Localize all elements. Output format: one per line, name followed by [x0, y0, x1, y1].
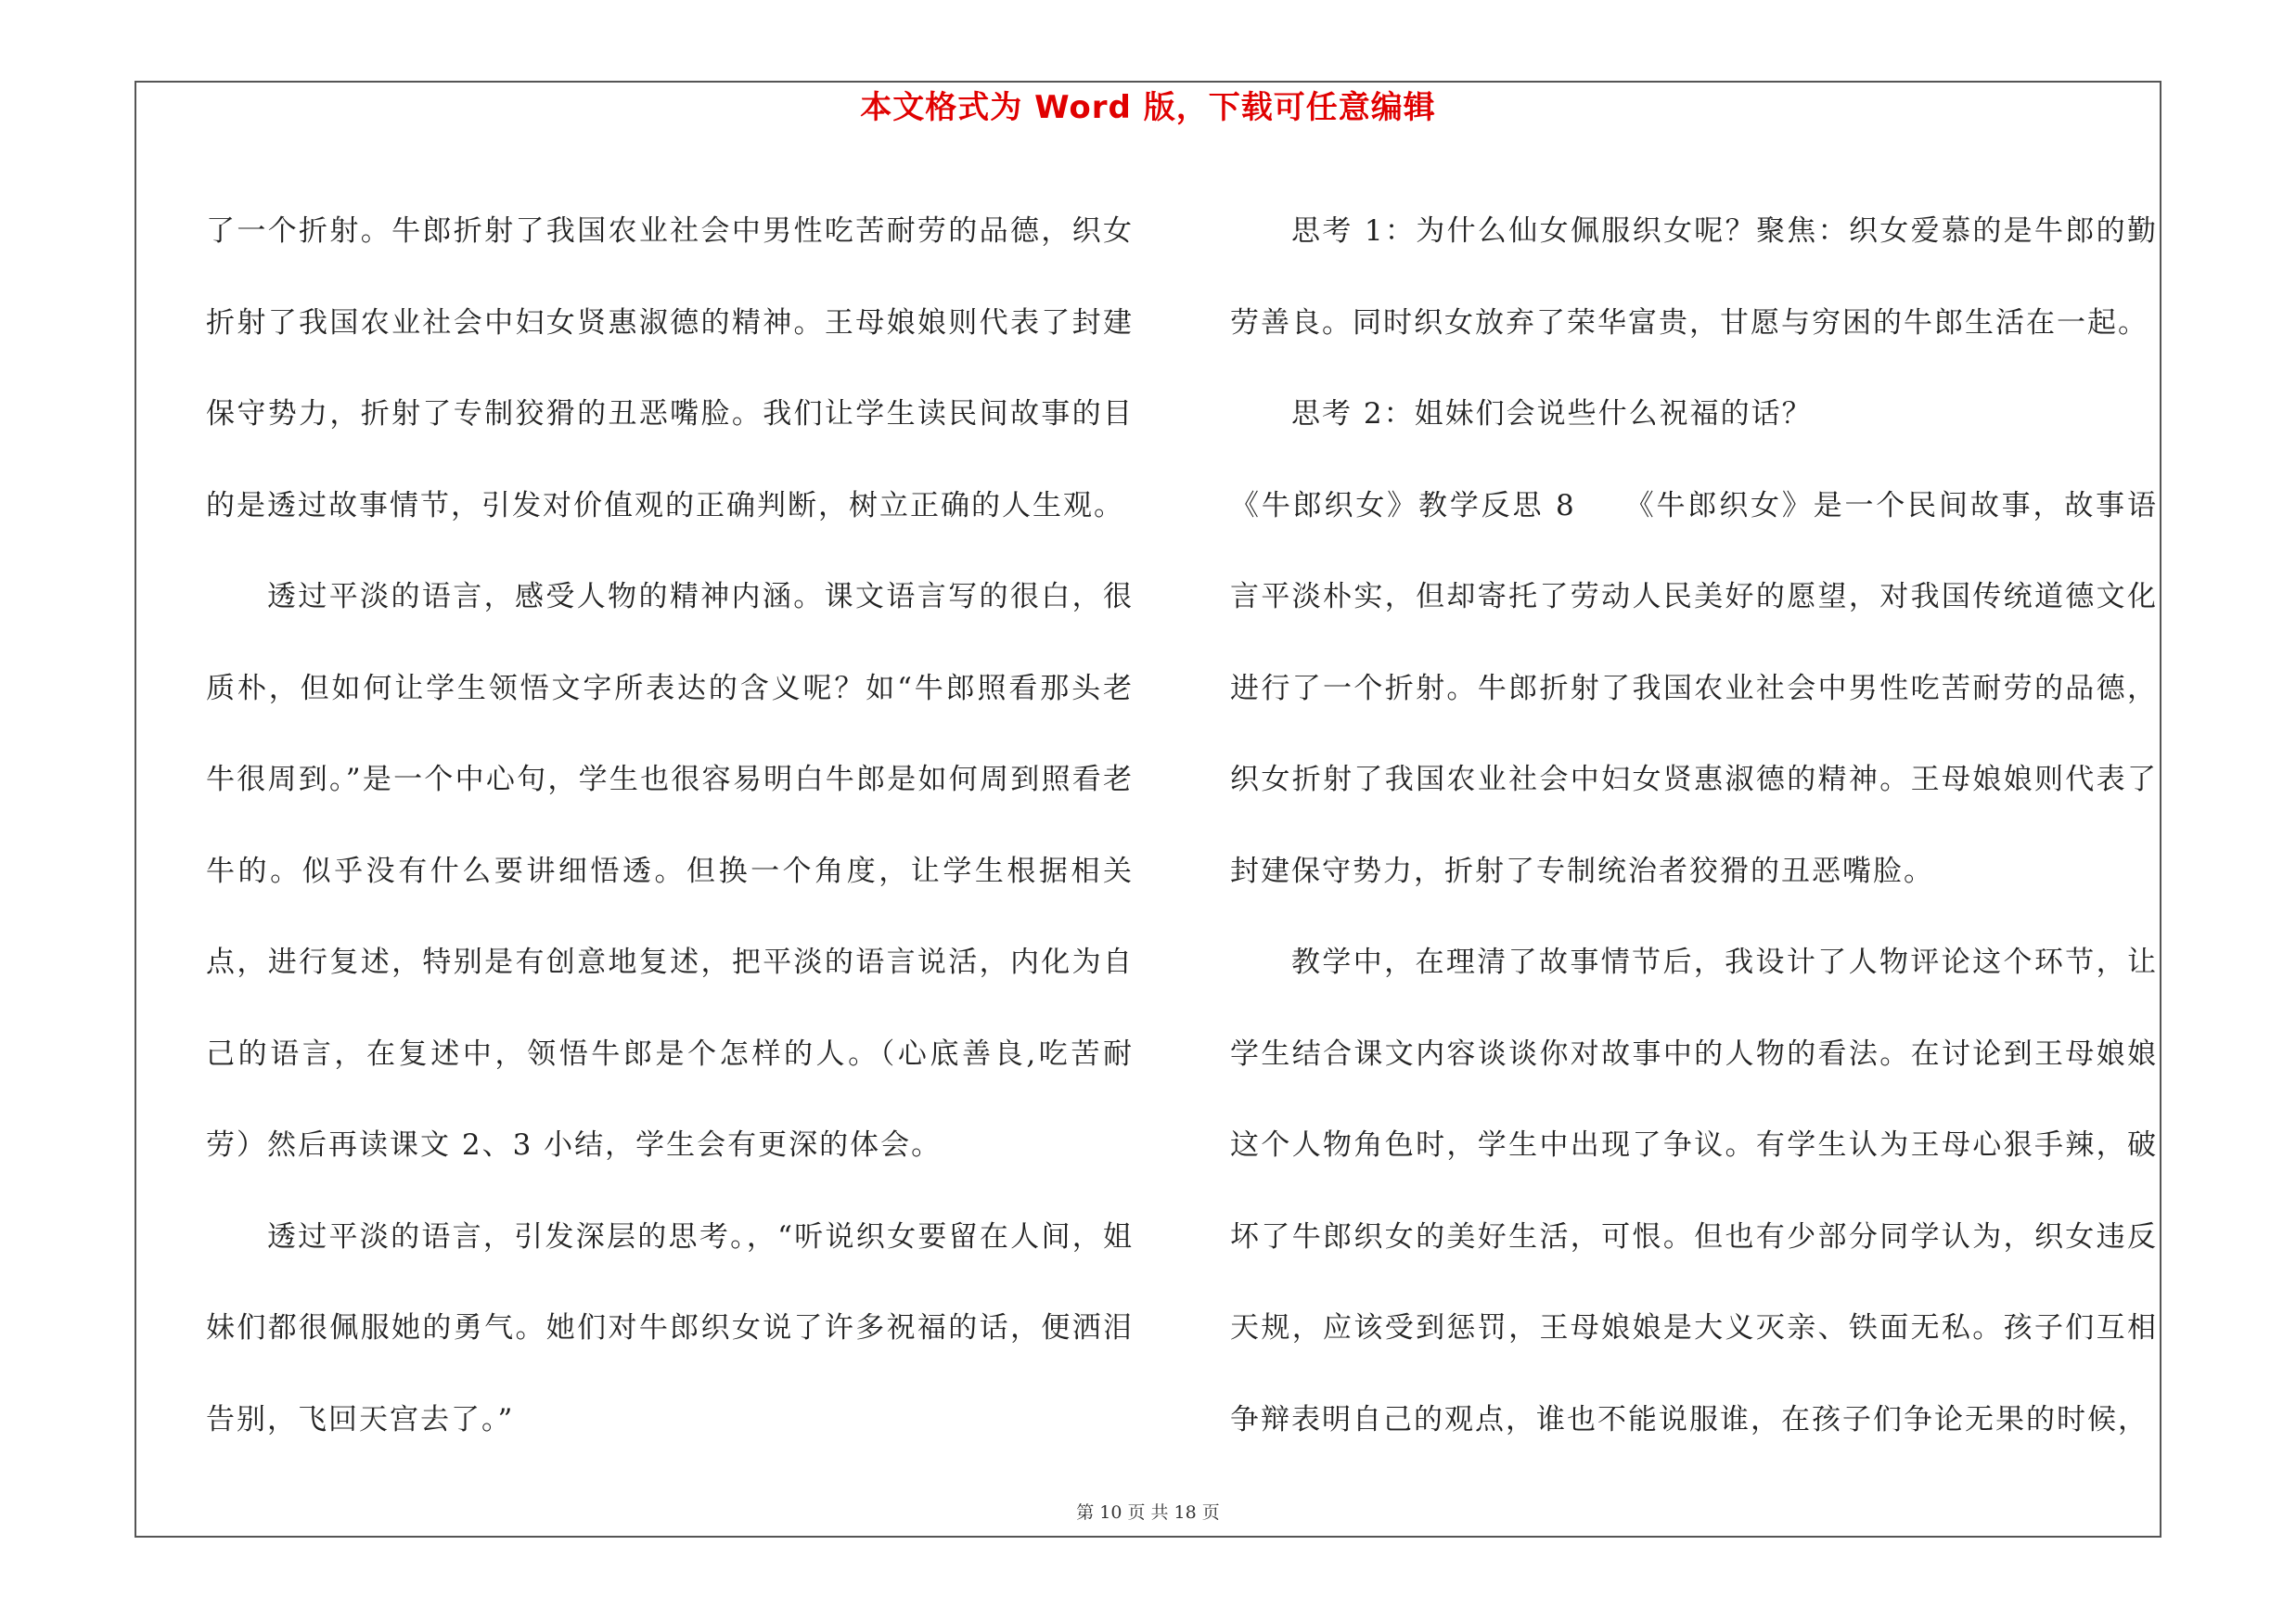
document-header-title: 本文格式为 Word 版，下载可任意编辑 — [860, 89, 1436, 126]
page-number-footer: 第 10 页 共 18 页 — [1076, 1502, 1220, 1523]
right-text-column — [1230, 186, 2158, 1465]
paragraph-left-3: 透过平淡的语言，引发深层的思考。，“听说织女要留在人间，姐妹们都很佩服她的勇气。她们对牛郎织女说了许多祝福的话，便洒泪告别，飞回天宫去了。” — [206, 1219, 1134, 1436]
left-text-column — [206, 186, 1134, 1465]
paragraph-left-2: 透过平淡的语言，感受人物的精神内涵。课文语言写的很白，很质朴，但如何让学生领悟文字所表达的含义呢？如“牛郎照看那头老牛很周到。”是一个中心句，学生也很容易明白牛郎是如何周到照看老牛的。似乎没有什么要讲细悟透。但换一个角度，让学生根据相关点，进行复述，特别是有创意地复述，把平淡的语言说活，内化为自己的语言，在复述中，领悟牛郎是个怎样的人。（心底善良,吃苦耐劳）然后再读课文 2、3 小结，学生会有更深的体会。 — [206, 580, 1134, 1162]
paragraph-right-1: 思考 1：为什么仙女佩服织女呢？聚焦：织女爱慕的是牛郎的勤劳善良。同时织女放弃了荣华富贵，甘愿与穷困的牛郎生活在一起。 — [1230, 214, 2158, 340]
paragraph-right-2: 思考 2：姐妹们会说些什么祝福的话？ — [1291, 397, 1813, 431]
paragraph-right-3: 《牛郎织女》教学反思 8 《牛郎织女》是一个民间故事，故事语言平淡朴实，但却寄托了劳动人民美好的愿望，对我国传统道德文化进行了一个折射。牛郎折射了我国农业社会中男性吃苦耐劳的品德，织女折射了我国农业社会中妇女贤惠淑德的精神。王母娘娘则代表了封建保守势力，折射了专制统治者狡猾的丑恶嘴脸。 — [1230, 488, 2158, 888]
paragraph-left-1: 了一个折射。牛郎折射了我国农业社会中男性吃苦耐劳的品德，织女折射了我国农业社会中妇女贤惠淑德的精神。王母娘娘则代表了封建保守势力，折射了专制狡猾的丑恶嘴脸。我们让学生读民间故事的目的是透过故事情节，引发对价值观的正确判断，树立正确的人生观。 — [206, 214, 1134, 522]
paragraph-right-4: 教学中，在理清了故事情节后，我设计了人物评论这个环节，让学生结合课文内容谈谈你对故事中的人物的看法。在讨论到王母娘娘这个人物角色时，学生中出现了争议。有学生认为王母心狠手辣，破坏了牛郎织女的美好生活，可恨。但也有少部分同学认为，织女违反天规，应该受到惩罚，王母娘娘是大义灭亲、铁面无私。孩子们互相争辩表明自己的观点，谁也不能说服谁，在孩子们争论无果的时候， — [1230, 946, 2158, 1436]
